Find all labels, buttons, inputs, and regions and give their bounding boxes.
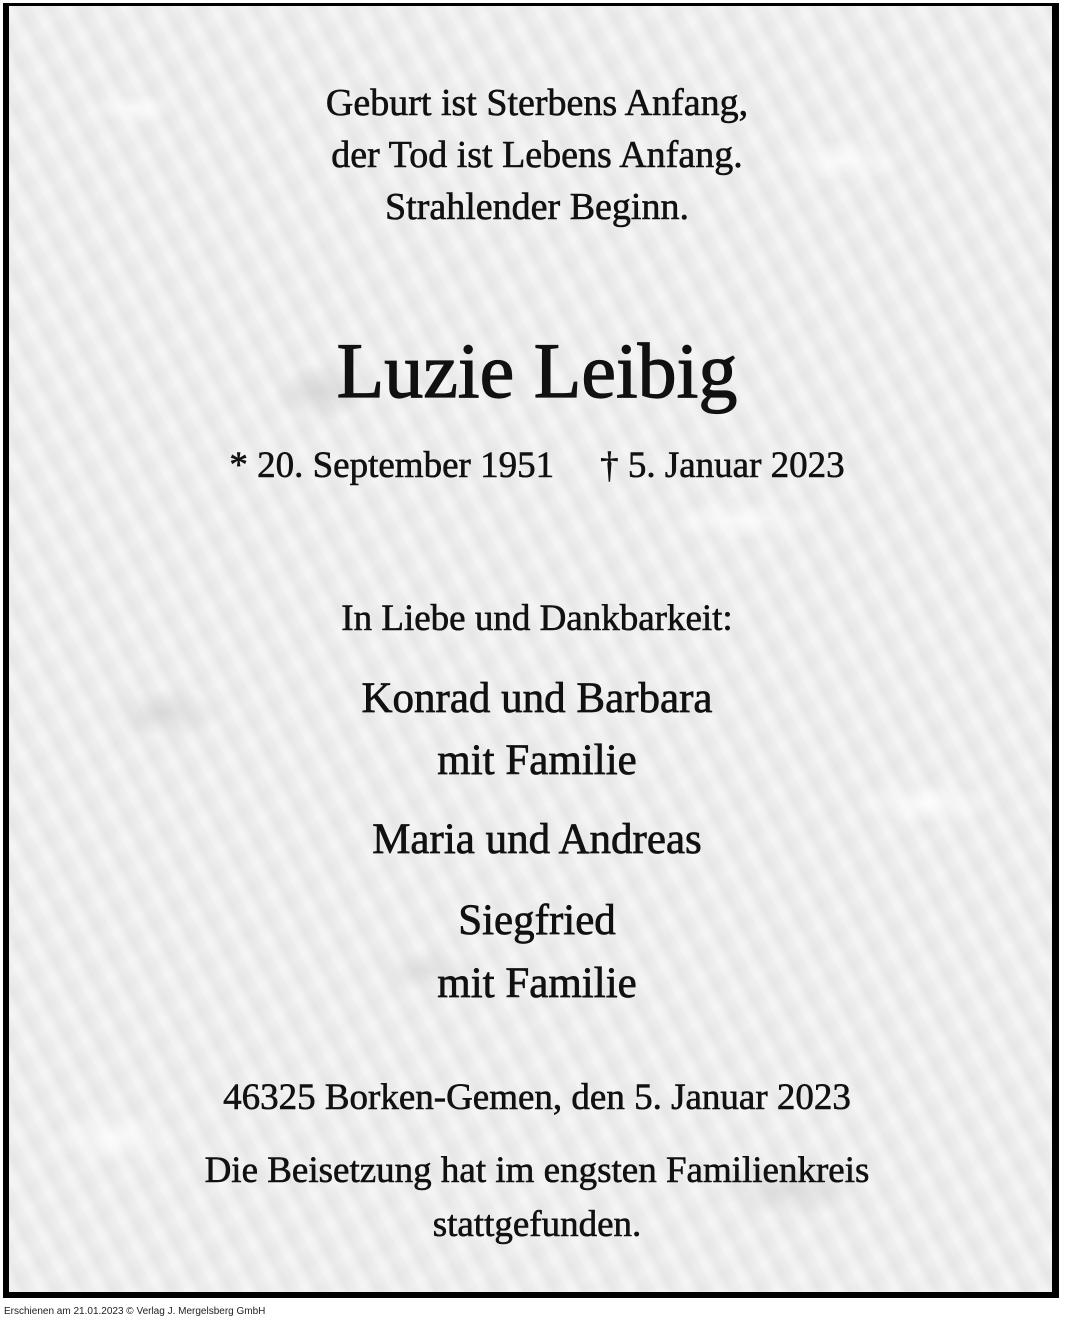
mourner-group-3-line-2: mit Familie [437,960,637,1007]
life-dates [9,447,1065,484]
mourner-group-1-line-2: mit Familie [437,737,637,784]
burial-note-line-1: Die Beisetzung hat im engsten Familienkreis [204,1150,870,1191]
mourner-group-3-line-1: Siegfried [458,897,616,944]
burial-note-line-2: stattgefunden. [432,1204,642,1245]
birth-date: * 20. September 1951 [229,445,555,486]
mourner-group-1-line-1: Konrad und Barbara [361,675,713,722]
obituary-notice [3,3,1059,1298]
death-date: † 5. Januar 2023 [600,445,845,486]
deceased-name: Luzie Leibig [336,327,738,414]
place-and-date: 46325 Borken-Gemen, den 5. Januar 2023 [223,1077,851,1118]
motto-line-3: Strahlender Beginn. [385,186,689,228]
motto-line-2: der Tod ist Lebens Anfang. [331,134,743,176]
publication-footer: Erschienen am 21.01.2023 © Verlag J. Mergelsberg GmbH [4,1306,266,1317]
motto-line-1: Geburt ist Sterbens Anfang, [325,82,749,124]
mourner-group-2-line-1: Maria und Andreas [372,816,702,863]
mourners-intro: In Liebe und Dankbarkeit: [341,598,733,639]
